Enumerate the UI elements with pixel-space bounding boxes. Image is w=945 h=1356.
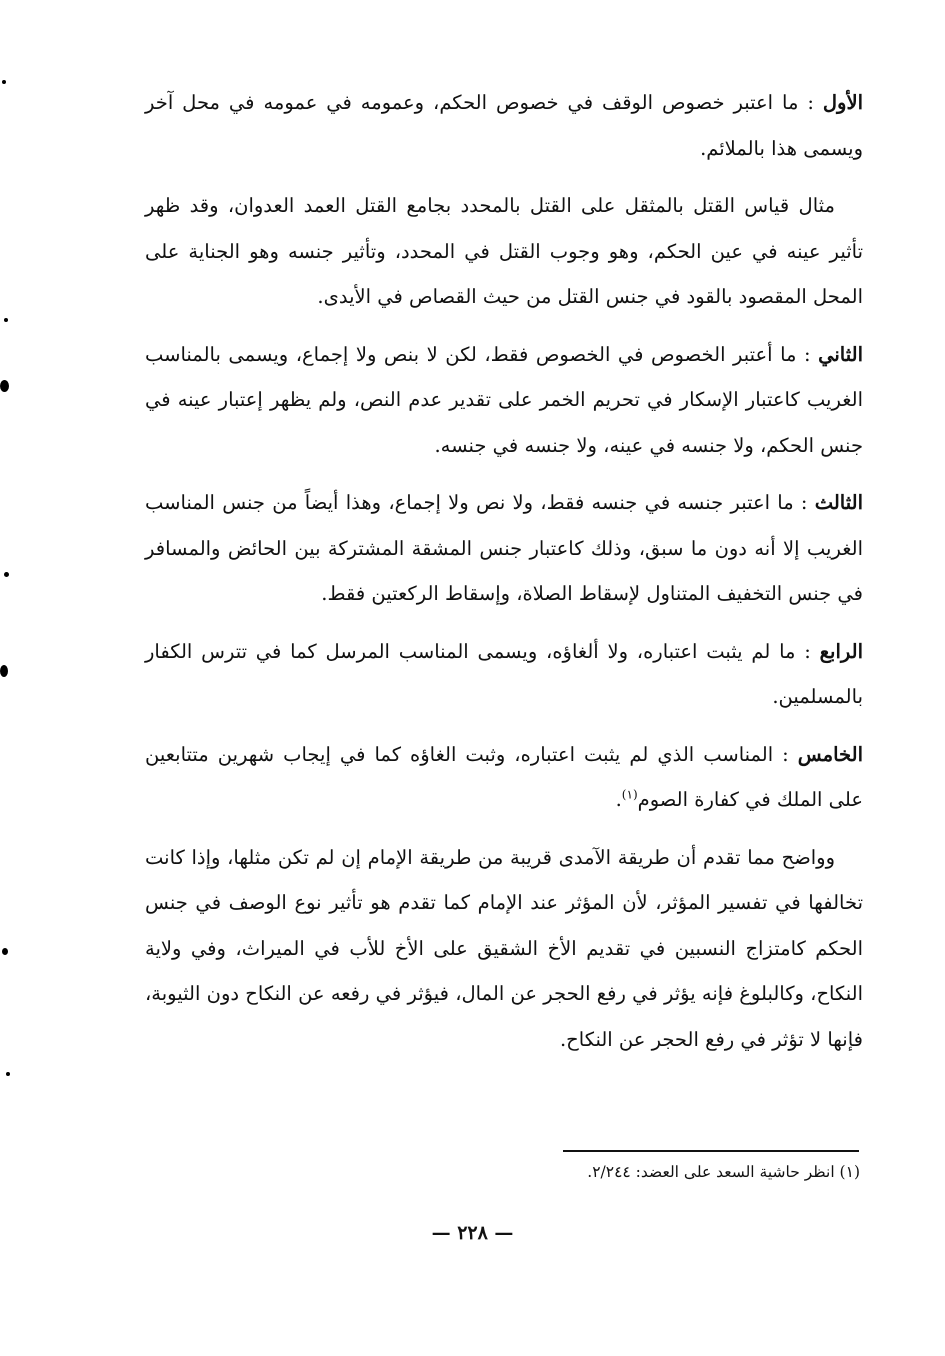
footnote-divider (563, 1150, 859, 1152)
paragraph-text: وواضح مما تقدم أن طريقة الآمدى قريبة من طريقة الإمام إن لم تكن مثلها، وإذا كانت تخالفها في تفسير المؤثر، لأن المؤثر عند الإمام كما تقدم هو تأثير نوع الوصف في جنس الحكم كامتزاج النسبين في تقديم الأخ الشقيق على الأخ للأب في الميراث، وفي ولاية النكاح، وكالبلوغ فإنه يؤثر في رفع الحجر عن المال، فيؤثر في رفعه عن النكاح دون الثيوبة، فإنها لا تؤثر في رفع الحجر عن النكاح. (145, 845, 863, 1051)
paragraph-fifth (145, 732, 863, 823)
page-body (145, 80, 863, 1074)
paragraph-text: : ما اعتبر خصوص الوقف في خصوص الحكم، وعمومه في عمومه في محل آخر ويسمى هذا بالملائم. (145, 91, 863, 160)
paragraph-text: مثال قياس القتل بالمثقل على القتل بالمحدد بجامع القتل العمد العدوان، وقد ظهر تأثير عينه في عين الحكم، وهو وجوب القتل في المحدد، وتأثير جنسه وهو الجناية على المحل المقصود بالقود في جنس القتل من حيث القصاص في الأيدى. (145, 194, 863, 308)
paragraph-fourth (145, 629, 863, 720)
footnote-reference[interactable]: (١) (621, 787, 638, 802)
term-fifth: الخامس (797, 742, 863, 766)
paragraph-text: : ما لم يثبت اعتباره، ولا ألغاؤه، ويسمى المناسب المرسل كما في تترس الكفار بالمسلمين. (145, 639, 863, 708)
term-fourth: الرابع (819, 639, 863, 663)
paragraph-tail: . (615, 788, 622, 811)
paragraph-first (145, 80, 863, 171)
scan-speck (0, 665, 8, 677)
paragraph-text: : المناسب الذي لم يثبت اعتباره، وثبت الغاؤه كما في إيجاب شهرين متتابعين على الملك في كفارة الصوم (145, 742, 863, 811)
term-third: الثالث (814, 491, 863, 514)
scan-speck (4, 572, 9, 577)
paragraph-text: : ما اعتبر جنسه في جنسه فقط، ولا نص ولا إجماع، وهذا أيضاً من جنس المناسب الغريب إلا أنه دون ما سبق، وذلك كاعتبار جنس المشقة المشتركة بين الحائض والمسافر في جنس التخفيف المتناول لإسقاط الصلاة، وإسقاط الركعتين فقط. (145, 491, 863, 605)
scan-speck (0, 380, 9, 392)
paragraph-example (145, 183, 863, 320)
footnote: (١) انظر حاشية السعد على العضد: ٢/٢٤٤. (587, 1163, 860, 1181)
paragraph-second (145, 332, 863, 469)
paragraph-third (145, 480, 863, 617)
scan-speck (2, 80, 6, 84)
term-second: الثاني (818, 342, 863, 366)
term-first: الأول (822, 91, 863, 114)
scan-speck (4, 318, 8, 322)
scan-speck (2, 948, 8, 955)
page-number: — ٢٢٨ — (431, 1222, 514, 1244)
scan-speck (6, 1072, 10, 1076)
paragraph-conclusion (145, 835, 863, 1063)
paragraph-text: : ما أعتبر الخصوص في الخصوص فقط، لكن لا بنص ولا إجماع، ويسمى بالمناسب الغريب كاعتبار الإسكار في تحريم الخمر على تقدير عدم النص، ولم يظهر إعتبار عينه في جنس الحكم، ولا جنسه في عينه، ولا جنسه في جنسه. (145, 342, 863, 457)
